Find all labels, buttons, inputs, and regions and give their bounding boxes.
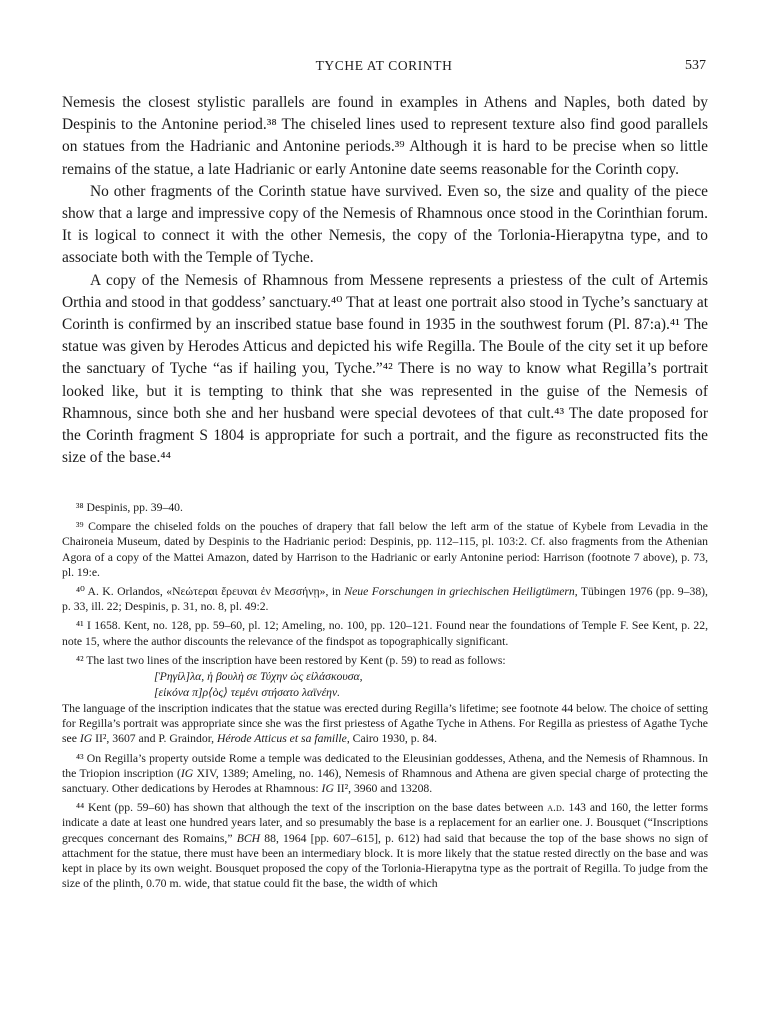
footnote-38: ³⁸ Despinis, pp. 39–40. bbox=[76, 501, 183, 514]
footnote-40-text: ⁴⁰ A. K. Orlandos, «Νεώτεραι ἔρευναι ἐν Μεσσήνῃ», in bbox=[76, 585, 345, 599]
footnotes bbox=[62, 500, 708, 895]
footnote-44-text: ⁴⁴ Kent (pp. 59–60) has shown that although the text of the inscription on the base dates between bbox=[76, 801, 548, 815]
footnote-41: ⁴¹ I 1658. Kent, no. 128, pp. 59–60, pl. 12; Ameling, no. 100, pp. 120–121. Found near the foundations of Temple F. See Kent, p. 22, note 15, where the author discounts the relevance of the findspot as topographically significant. bbox=[62, 619, 708, 648]
footnote-43-ig: IG bbox=[180, 766, 194, 780]
inscription-line-1: [Ῥηγίλ]λα, ἡ βουλὴ σε Τύχην ὡς εἰλάσκουσα, bbox=[154, 670, 363, 684]
footnote-42-text: The language of the inscription indicates that the statue was erected during Regilla’s lifetime; see footnote 44 below. The choice of setting for Regilla’s portrait was appropriate since she was the first priestess of Agathe Tyche in Athens. For Regilla as priestess of Agathe Tyche see bbox=[62, 702, 708, 746]
main-text bbox=[62, 92, 708, 469]
footnote-42-text-3: , Cairo 1930, p. 84. bbox=[346, 732, 438, 746]
footnote-42: ⁴² The last two lines of the inscription have been restored by Kent (p. 59) to read as follows: bbox=[76, 653, 506, 667]
footnote-40-text-end: , Tübingen 1976 (pp. 9–38), p. 33, ill. 22; Despinis, p. 31, no. 8, pl. 49:2. bbox=[62, 585, 708, 614]
paragraph-2: No other fragments of the Corinth statue have survived. Even so, the size and quality of the piece show that a large and impressive copy of the Nemesis of Rhamnous once stood in the Corinthian forum. It is logical to connect it with the other Nemesis, the copy of the Torlonia-Hierapytna type, and to associate both with the Temple of Tyche. bbox=[62, 182, 708, 267]
footnote-43-text-3: II², 3960 and 13208. bbox=[333, 782, 433, 796]
footnote-43-text-2: XIV, 1389; Ameling, no. 146), Nemesis of Rhamnous and Athena are given special charge of protecting the sanctuary. Other dedications by Herodes at Rhamnous: bbox=[62, 766, 708, 796]
footnote-42-ig: IG bbox=[79, 732, 93, 746]
paragraph-3: A copy of the Nemesis of Rhamnous from Messene represents a priestess of the cult of Artemis Orthia and stood in that goddess’ sanctuary.⁴⁰ That at least one portrait also stood in Tyche’s sanctuary at Corinth is confirmed by an inscribed statue base found in 1935 in the southwest forum (Pl. 87:a).⁴¹ The statue was given by Herodes Atticus and depicted his wife Regilla. The Boule of the city set it up before the sanctuary of Tyche “as if hailing you, Tyche.”⁴² There is no way to know what Regilla’s portrait looked like, but it is tempting to think that she was represented in the guise of the Nemesis of Rhamnous, since both she and her husband were special devotees of that cult.⁴³ The date proposed for the Corinth fragment S 1804 is appropriate for such a portrait, and the figure as reconstructed fits the size of the base.⁴⁴ bbox=[62, 271, 708, 467]
footnote-39: ³⁹ Compare the chiseled folds on the pouches of drapery that fall below the left arm of the statue of Kybele from Levadia in the Chaironeia Museum, dated by Despinis to the Hadrianic period: Despinis, pp. 112–115, pl. 103:2. Cf. also fragments from the Athenian Agora of a copy of the Mattei Amazon, dated by Harrison to the Hadrianic or early Antonine period: Harrison (footnote 7 above), p. 73, pl. 19:e. bbox=[62, 520, 708, 579]
paragraph-1: Nemesis the closest stylistic parallels are found in examples in Athens and Naples, both dated by Despinis to the Antonine period.³⁸ The chiseled lines used to represent texture also find good parallels on statues from the Hadrianic and Antonine periods.³⁹ Although it is hard to be precise when so little remains of the statue, a late Hadrianic or early Antonine date seems reasonable for the Corinth copy. bbox=[62, 94, 708, 178]
footnote-43-ig-2: IG bbox=[321, 782, 334, 796]
page-number: 537 bbox=[685, 58, 706, 73]
footnote-44-text-2: 143 and 160, the letter forms indicate a date at least one hundred years later, and so presumably the base is a replacement for an earlier one. J. Bousquet (“Inscriptions grecques concernant des Romains,” bbox=[62, 801, 709, 845]
inscription-quote bbox=[154, 669, 708, 701]
footnote-44-journal: BCH bbox=[236, 831, 261, 845]
footnote-43-text: ⁴³ On Regilla’s property outside Rome a temple was dedicated to the Eleusinian goddesses, Athena, and the Nemesis of Rhamnous. In the Triopion inscription ( bbox=[62, 751, 708, 780]
footnote-40-book-title: Neue Forschungen in griechischen Heiligtümern bbox=[344, 585, 575, 599]
footnote-42-continued bbox=[62, 701, 708, 747]
footnote-44-text-3: 88, 1964 [pp. 607–615], p. 612) had said that because the top of the base shows no sign of attachment for the statue, there must have been an intermediary block. It is more likely that the statue rested directly on the base and was kept in place by its own weight. Bousquet proposed the copy of the Torlonia-Hierapytna type as the portrait of Regilla. To judge from the size of the plinth, 0.70 m. wide, that statue could fit the base, the width of which bbox=[62, 831, 709, 891]
footnote-43 bbox=[62, 751, 708, 797]
running-title: TYCHE AT CORINTH bbox=[315, 58, 453, 73]
inscription-line-2: [εἰκόνα π]ρ⟨ὸς⟩ τεμένι στήσατο λαϊνέην. bbox=[154, 686, 341, 700]
footnote-42-text-2: II², 3607 and P. Graindor, bbox=[92, 732, 217, 746]
footnote-40 bbox=[62, 584, 708, 614]
footnote-44 bbox=[62, 800, 708, 891]
running-head bbox=[0, 58, 768, 78]
footnote-44-era: a.d. bbox=[547, 801, 565, 815]
footnote-42-book-title: Hérode Atticus et sa famille bbox=[216, 732, 347, 746]
